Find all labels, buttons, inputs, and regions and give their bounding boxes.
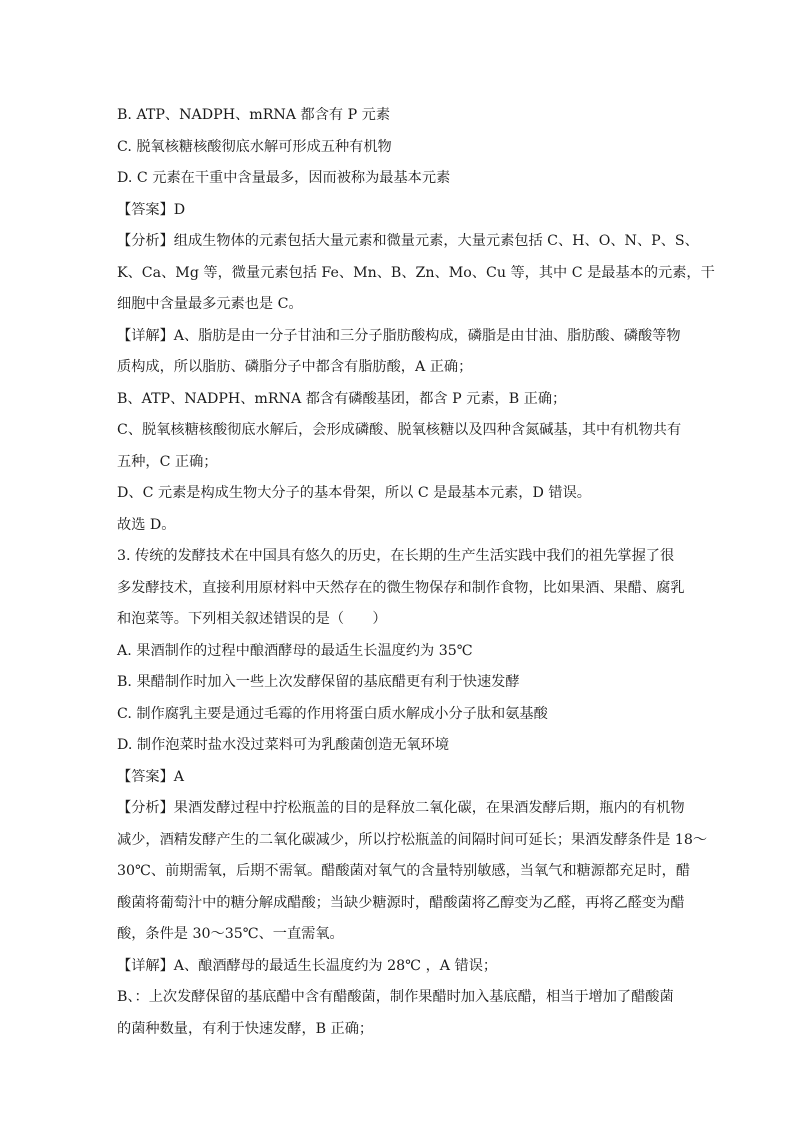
analysis-line: 酸菌将葡萄汁中的糖分解成醋酸；当缺少糖源时，醋酸菌将乙醇变为乙醛，再将乙醛变为醋	[117, 894, 685, 911]
analysis-line: 酸，条件是 30～35℃、一直需氧。	[117, 926, 344, 942]
explanation-line: 的菌种数量，有利于快速发酵，B 正确；	[117, 1020, 374, 1037]
analysis-line: K、Ca、Mg 等，微量元素包括 Fe、Mn、B、Zn、Mo、Cu 等，其中 C 是最基本的元素，干	[117, 264, 715, 281]
document-page	[117, 100, 715, 1045]
option-b-line: B. ATP、NADPH、mRNA 都含有 P 元素	[117, 107, 391, 123]
question-line: 3. 传统的发酵技术在中国具有悠久的历史，在长期的生产生活实践中我们的祖先掌握了很	[117, 548, 675, 564]
analysis-line: 减少，酒精发酵产生的二氧化碳减少，所以拧松瓶盖的间隔时间可延长；果酒发酵条件是 18～	[117, 831, 708, 848]
analysis-line: 【分析】果酒发酵过程中拧松瓶盖的目的是释放二氧化碳，在果酒发酵后期，瓶内的有机物	[117, 800, 685, 816]
answer-line: 【答案】A	[117, 768, 184, 785]
question-line: 和泡菜等。下列相关叙述错误的是（ ）	[117, 611, 387, 627]
explanation-line: D、C 元素是构成生物大分子的基本骨架，所以 C 是最基本元素，D 错误。	[117, 485, 591, 501]
explanation-line: C、脱氧核糖核酸彻底水解后，会形成磷酸、脱氧核糖以及四种含氮碱基，其中有机物共有	[117, 422, 682, 438]
answer-line: 【答案】D	[117, 201, 186, 218]
explanation-line: B、：上次发酵保留的基底醋中含有醋酸菌，制作果醋时加入基底醋，相当于增加了醋酸菌	[117, 989, 674, 1005]
explanation-line: 五种，C 正确；	[117, 453, 218, 470]
explanation-line: B、ATP、NADPH、mRNA 都含有磷酸基团，都含 P 元素，B 正确；	[117, 390, 567, 407]
analysis-line: 【分析】组成生物体的元素包括大量元素和微量元素，大量元素包括 C、H、O、N、P、S、	[117, 233, 699, 249]
question-line: 多发酵技术，直接利用原材料中天然存在的微生物保存和制作食物，比如果酒、果醋、腐乳	[117, 579, 685, 596]
explanation-line: 【详解】A、脂肪是由一分子甘油和三分子脂肪酸构成，磷脂是由甘油、脂肪酸、磷酸等物	[117, 327, 681, 344]
option-a-line: A. 果酒制作的过程中酿酒酵母的最适生长温度约为 35℃	[117, 642, 473, 659]
explanation-line: 质构成，所以脂肪、磷脂分子中都含有脂肪酸，A 正确；	[117, 359, 473, 375]
explanation-line: 【详解】A、酿酒酵母的最适生长温度约为 28℃ ，A 错误；	[117, 957, 498, 974]
option-b-line: B. 果醋制作时加入一些上次发酵保留的基底醋更有利于快速发酵	[117, 674, 520, 690]
option-c-line: C. 脱氧核糖核酸彻底水解可形成五种有机物	[117, 138, 392, 155]
analysis-line: 30℃、前期需氧，后期不需氧。醋酸菌对氧气的含量特别敏感，当氧气和糖源都充足时，醋	[117, 863, 691, 879]
option-c-line: C. 制作腐乳主要是通过毛霉的作用将蛋白质水解成小分子肽和氨基酸	[117, 705, 548, 722]
option-d-line: D. C 元素在干重中含量最多，因而被称为最基本元素	[117, 170, 451, 186]
analysis-line: 细胞中含量最多元素也是 C。	[117, 296, 303, 312]
choice-line: 故选 D。	[117, 516, 176, 533]
option-d-line: D. 制作泡菜时盐水没过菜料可为乳酸菌创造无氧环境	[117, 737, 450, 753]
